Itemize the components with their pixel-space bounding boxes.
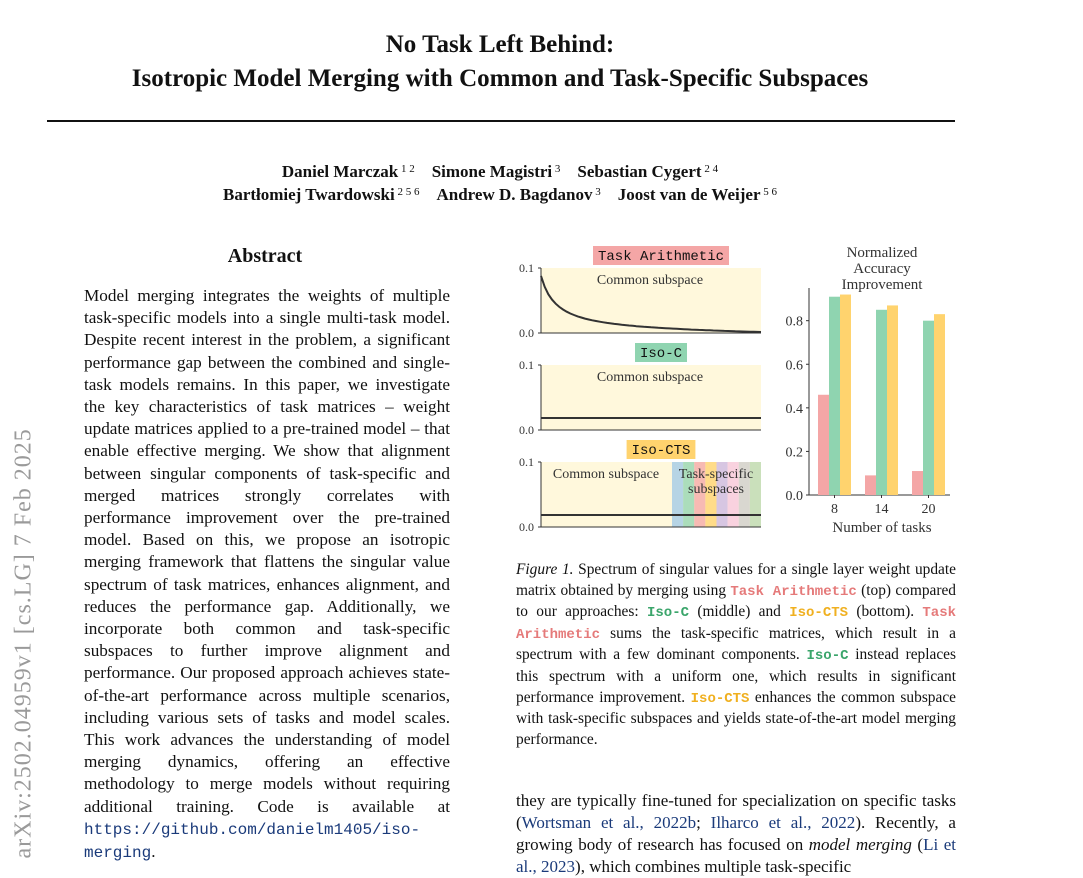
author-affiliation: 3 xyxy=(552,163,561,175)
region-label-2: subspaces xyxy=(688,482,744,497)
bar-task-arithmetic-14 xyxy=(865,475,876,495)
chart-y-tick-label: 0.4 xyxy=(785,401,803,417)
author-name: Joost van de Weijer xyxy=(617,185,761,204)
citation-link[interactable]: Wortsman et al., 2022b xyxy=(521,813,697,832)
caption-text: Spectrum of singular values for a single layer weight update matrix obtained by merging using xyxy=(516,561,956,599)
chart-title: Improvement xyxy=(841,277,923,293)
caption-isoc: Iso-C xyxy=(646,605,689,622)
body-emphasis: model merging xyxy=(808,835,912,854)
bar-iso-cts-8 xyxy=(840,295,851,495)
region-label: Common subspace xyxy=(552,467,660,482)
chart-x-label: Number of tasks xyxy=(832,520,932,536)
abstract-heading: Abstract xyxy=(227,245,303,267)
y-tick-label: 0.0 xyxy=(519,423,534,437)
bar-iso-c-14 xyxy=(876,310,887,495)
chart-y-tick-label: 0.2 xyxy=(785,445,803,461)
chart-x-tick-label: 14 xyxy=(874,502,889,517)
abstract-body xyxy=(84,285,450,864)
citation-link[interactable]: Ilharco et al., 2022 xyxy=(710,813,856,832)
author-name: Sebastian Cygert xyxy=(577,162,702,181)
region-label-2: Task-specific xyxy=(678,467,754,482)
spectrum-panels xyxy=(519,246,761,534)
bar-iso-cts-20 xyxy=(934,314,945,495)
bar-task-arithmetic-20 xyxy=(912,471,923,495)
caption-text: (middle) and xyxy=(689,603,790,621)
abstract-end: . xyxy=(151,842,156,862)
region-label: Common subspace xyxy=(596,370,704,385)
spectrum-panel-2 xyxy=(519,343,761,437)
caption-ta: Task Arithmetic xyxy=(516,605,957,643)
author-affiliation: 3 xyxy=(592,186,601,198)
author-line-1 xyxy=(0,160,1000,183)
intro-paragraph xyxy=(516,790,956,878)
author-affiliation: 2 4 xyxy=(701,163,719,175)
author-name: Bartłomiej Twardowski xyxy=(222,185,395,204)
caption-text: (top) compared to our approaches: xyxy=(516,581,956,621)
body-text: ( xyxy=(911,835,924,854)
author-name: Simone Magistri xyxy=(431,162,553,181)
body-text: ), which combines multiple task-specific xyxy=(575,857,852,876)
bar-iso-c-20 xyxy=(923,321,934,495)
caption-isoc: Iso-C xyxy=(806,648,849,665)
figure-1 xyxy=(505,238,960,543)
spectrum-panel-3 xyxy=(519,440,761,534)
figure-caption xyxy=(516,560,956,750)
caption-cts: Iso-CTS xyxy=(690,690,750,707)
body-text: they are typically fine-tuned for specialization on specific tasks ( xyxy=(516,791,956,832)
y-tick-label: 0.1 xyxy=(519,261,534,275)
chart-y-tick-label: 0.6 xyxy=(785,358,803,374)
caption-text: instead replaces this spectrum with a uniform one, which results in significant performance improvement. xyxy=(516,646,957,706)
y-tick-label: 0.1 xyxy=(519,358,534,372)
title-line-1: No Task Left Behind: xyxy=(385,31,615,58)
body-text: ). Recently, a growing body of research has focused on xyxy=(516,813,956,854)
body-text: ; xyxy=(696,813,711,832)
bar-iso-cts-14 xyxy=(887,305,898,495)
method-label: Iso-CTS xyxy=(631,443,691,459)
arxiv-stamp: arXiv:2502.04959v1 [cs.LG] 7 Feb 2025 xyxy=(10,428,37,859)
author-affiliation: 1 2 xyxy=(398,163,415,175)
caption-text: enhances the common subspace with task-specific subspaces and yields state-of-the-art model merging performance. xyxy=(516,688,956,748)
author-line-2 xyxy=(0,183,1000,206)
caption-cts: Iso-CTS xyxy=(789,605,849,622)
chart-title: Accuracy xyxy=(853,261,911,277)
title-line-2: Isotropic Model Merging with Common and Task-Specific Subspaces xyxy=(131,65,869,92)
author-affiliation: 2 5 6 xyxy=(394,186,420,198)
y-tick-label: 0.0 xyxy=(519,326,534,340)
paper-title xyxy=(0,28,1000,96)
caption-text: sums the task-specific matrices, which result in a spectrum with a few dominant components. xyxy=(516,624,956,664)
bar-chart xyxy=(786,245,951,536)
spectrum-panel-1 xyxy=(519,246,761,340)
author-name: Andrew D. Bagdanov xyxy=(436,185,593,204)
abstract-text: Model merging integrates the weights of multiple task-specific models into a single multi-task model. Despite recent interest in the problem, a significant performance gap between the combined and single-task models remains. In this paper, we investigate the key characteristics of task matrices – weight update matrices applied to a pre-trained model – that enable effective merging. We show that alignment between singular components of task-specific and merged matrices strongly correlates with performance improvement over the pre-trained model. Based on this, we propose an isotropic merging framework that flattens the singular value spectrum of task matrices, enhances alignment, and reduces the performance gap. Additionally, we incorporate both common and task-specific subspaces to further improve alignment and performance. Our proposed approach achieves state-of-the-art performance across multiple scenarios, including various sets of tasks and model scales. This work advances the understanding of model merging dynamics, offering an effective methodology to merge models without requiring additional training. Code is available at xyxy=(84,286,450,816)
bar-task-arithmetic-8 xyxy=(818,395,829,495)
y-tick-label: 0.1 xyxy=(519,455,534,469)
citation-link[interactable]: Li et al., 2023 xyxy=(516,835,956,876)
chart-y-tick-label: 0.8 xyxy=(785,314,803,330)
bar-iso-c-8 xyxy=(829,297,840,495)
author-name: Daniel Marczak xyxy=(281,162,399,181)
code-link[interactable]: https://github.com/danielm1405/iso-merging xyxy=(84,820,421,863)
chart-title: Normalized xyxy=(846,245,918,261)
region-label: Common subspace xyxy=(596,273,704,288)
method-label: Task Arithmetic xyxy=(597,249,725,265)
chart-x-tick-label: 8 xyxy=(831,502,838,517)
chart-x-tick-label: 20 xyxy=(921,502,936,517)
caption-text: (bottom). xyxy=(848,603,923,621)
y-tick-label: 0.0 xyxy=(519,520,534,534)
method-label: Iso-C xyxy=(639,346,683,362)
chart-y-tick-label: 0.0 xyxy=(785,489,803,504)
author-affiliation: 5 6 xyxy=(760,186,778,198)
caption-ta: Task Arithmetic xyxy=(730,583,857,600)
title-rule xyxy=(47,120,955,122)
author-list xyxy=(0,160,1000,206)
caption-fig-label: Figure 1. xyxy=(516,561,574,578)
